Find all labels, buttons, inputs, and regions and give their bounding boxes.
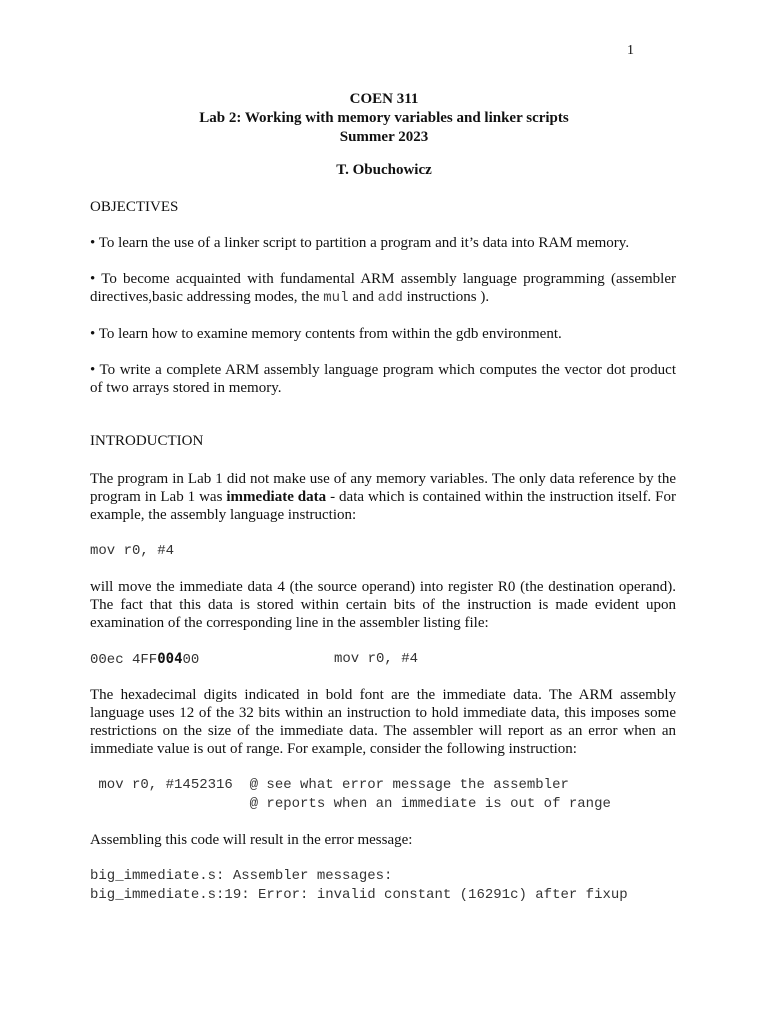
- objective-item-2-text-b: and: [348, 289, 378, 305]
- code-line-1: mov r0, #1452316 @ see what error message the assembler: [90, 777, 569, 793]
- objectives-heading: OBJECTIVES: [90, 199, 179, 215]
- intro-paragraph-1-text-b: - data which is contained within the instruction itself. For example, the assembly language instruction:: [90, 489, 676, 523]
- error-line-1: big_immediate.s: Assembler messages:: [90, 868, 393, 884]
- listing-hex-immediate: 004: [157, 651, 183, 667]
- page-number: 1: [627, 43, 634, 58]
- objective-item-2-text-c: instructions ).: [402, 289, 490, 305]
- course-title: COEN 311: [349, 91, 419, 107]
- code-example-big-immediate: [90, 776, 611, 814]
- error-output: [90, 867, 628, 905]
- introduction-heading: INTRODUCTION: [90, 433, 204, 449]
- mul-code: mul: [323, 290, 349, 306]
- objective-item-3: • To learn how to examine memory contents from within the gdb environment.: [90, 326, 562, 342]
- lab-title: Lab 2: Working with memory variables and linker scripts: [199, 110, 569, 126]
- listing-hex-a: 00ec 4FF: [90, 652, 158, 668]
- immediate-data-term: immediate data: [226, 489, 327, 505]
- intro-paragraph-1: [90, 470, 676, 524]
- code-example-mov: mov r0, #4: [90, 543, 175, 559]
- add-code: add: [377, 290, 403, 306]
- objective-item-2: [90, 270, 676, 307]
- objective-item-2-text-a: • To become acquainted with fundamental ARM assembly language programming (assembler directives,basic addressing modes, the: [90, 271, 676, 305]
- objective-item-4: • To write a complete ARM assembly language program which computes the vector dot product of two arrays stored in memory.: [90, 362, 676, 396]
- error-line-2: big_immediate.s:19: Error: invalid constant (16291c) after fixup: [90, 887, 628, 903]
- document-header: [0, 90, 768, 147]
- intro-paragraph-1-text-a: The program in Lab 1 did not make use of any memory variables. The only data reference by the program in Lab 1 was: [90, 471, 676, 505]
- listing-instruction: mov r0, #4: [334, 651, 419, 667]
- listing-line: [90, 650, 199, 670]
- intro-paragraph-4: Assembling this code will result in the error message:: [90, 832, 413, 848]
- listing-hex-b: 00: [182, 652, 200, 668]
- intro-paragraph-3: The hexadecimal digits indicated in bold font are the immediate data. The ARM assembly language uses 12 of the 32 bits within an instruction to hold immediate data, this imposes some restrictions on the size of the immediate data. The assembler will report as an error when an immediate value is out of range. For example, consider the following instruction:: [90, 687, 676, 757]
- author: T. Obuchowicz: [336, 162, 432, 178]
- intro-paragraph-2: will move the immediate data 4 (the source operand) into register R0 (the destination operand). The fact that this data is stored within certain bits of the instruction is made evident upon examination of the corresponding line in the assembler listing file:: [90, 579, 676, 631]
- term: Summer 2023: [339, 129, 429, 145]
- objective-item-1: • To learn the use of a linker script to partition a program and it’s data into RAM memory.: [90, 235, 630, 251]
- code-line-2: @ reports when an immediate is out of range: [90, 796, 611, 812]
